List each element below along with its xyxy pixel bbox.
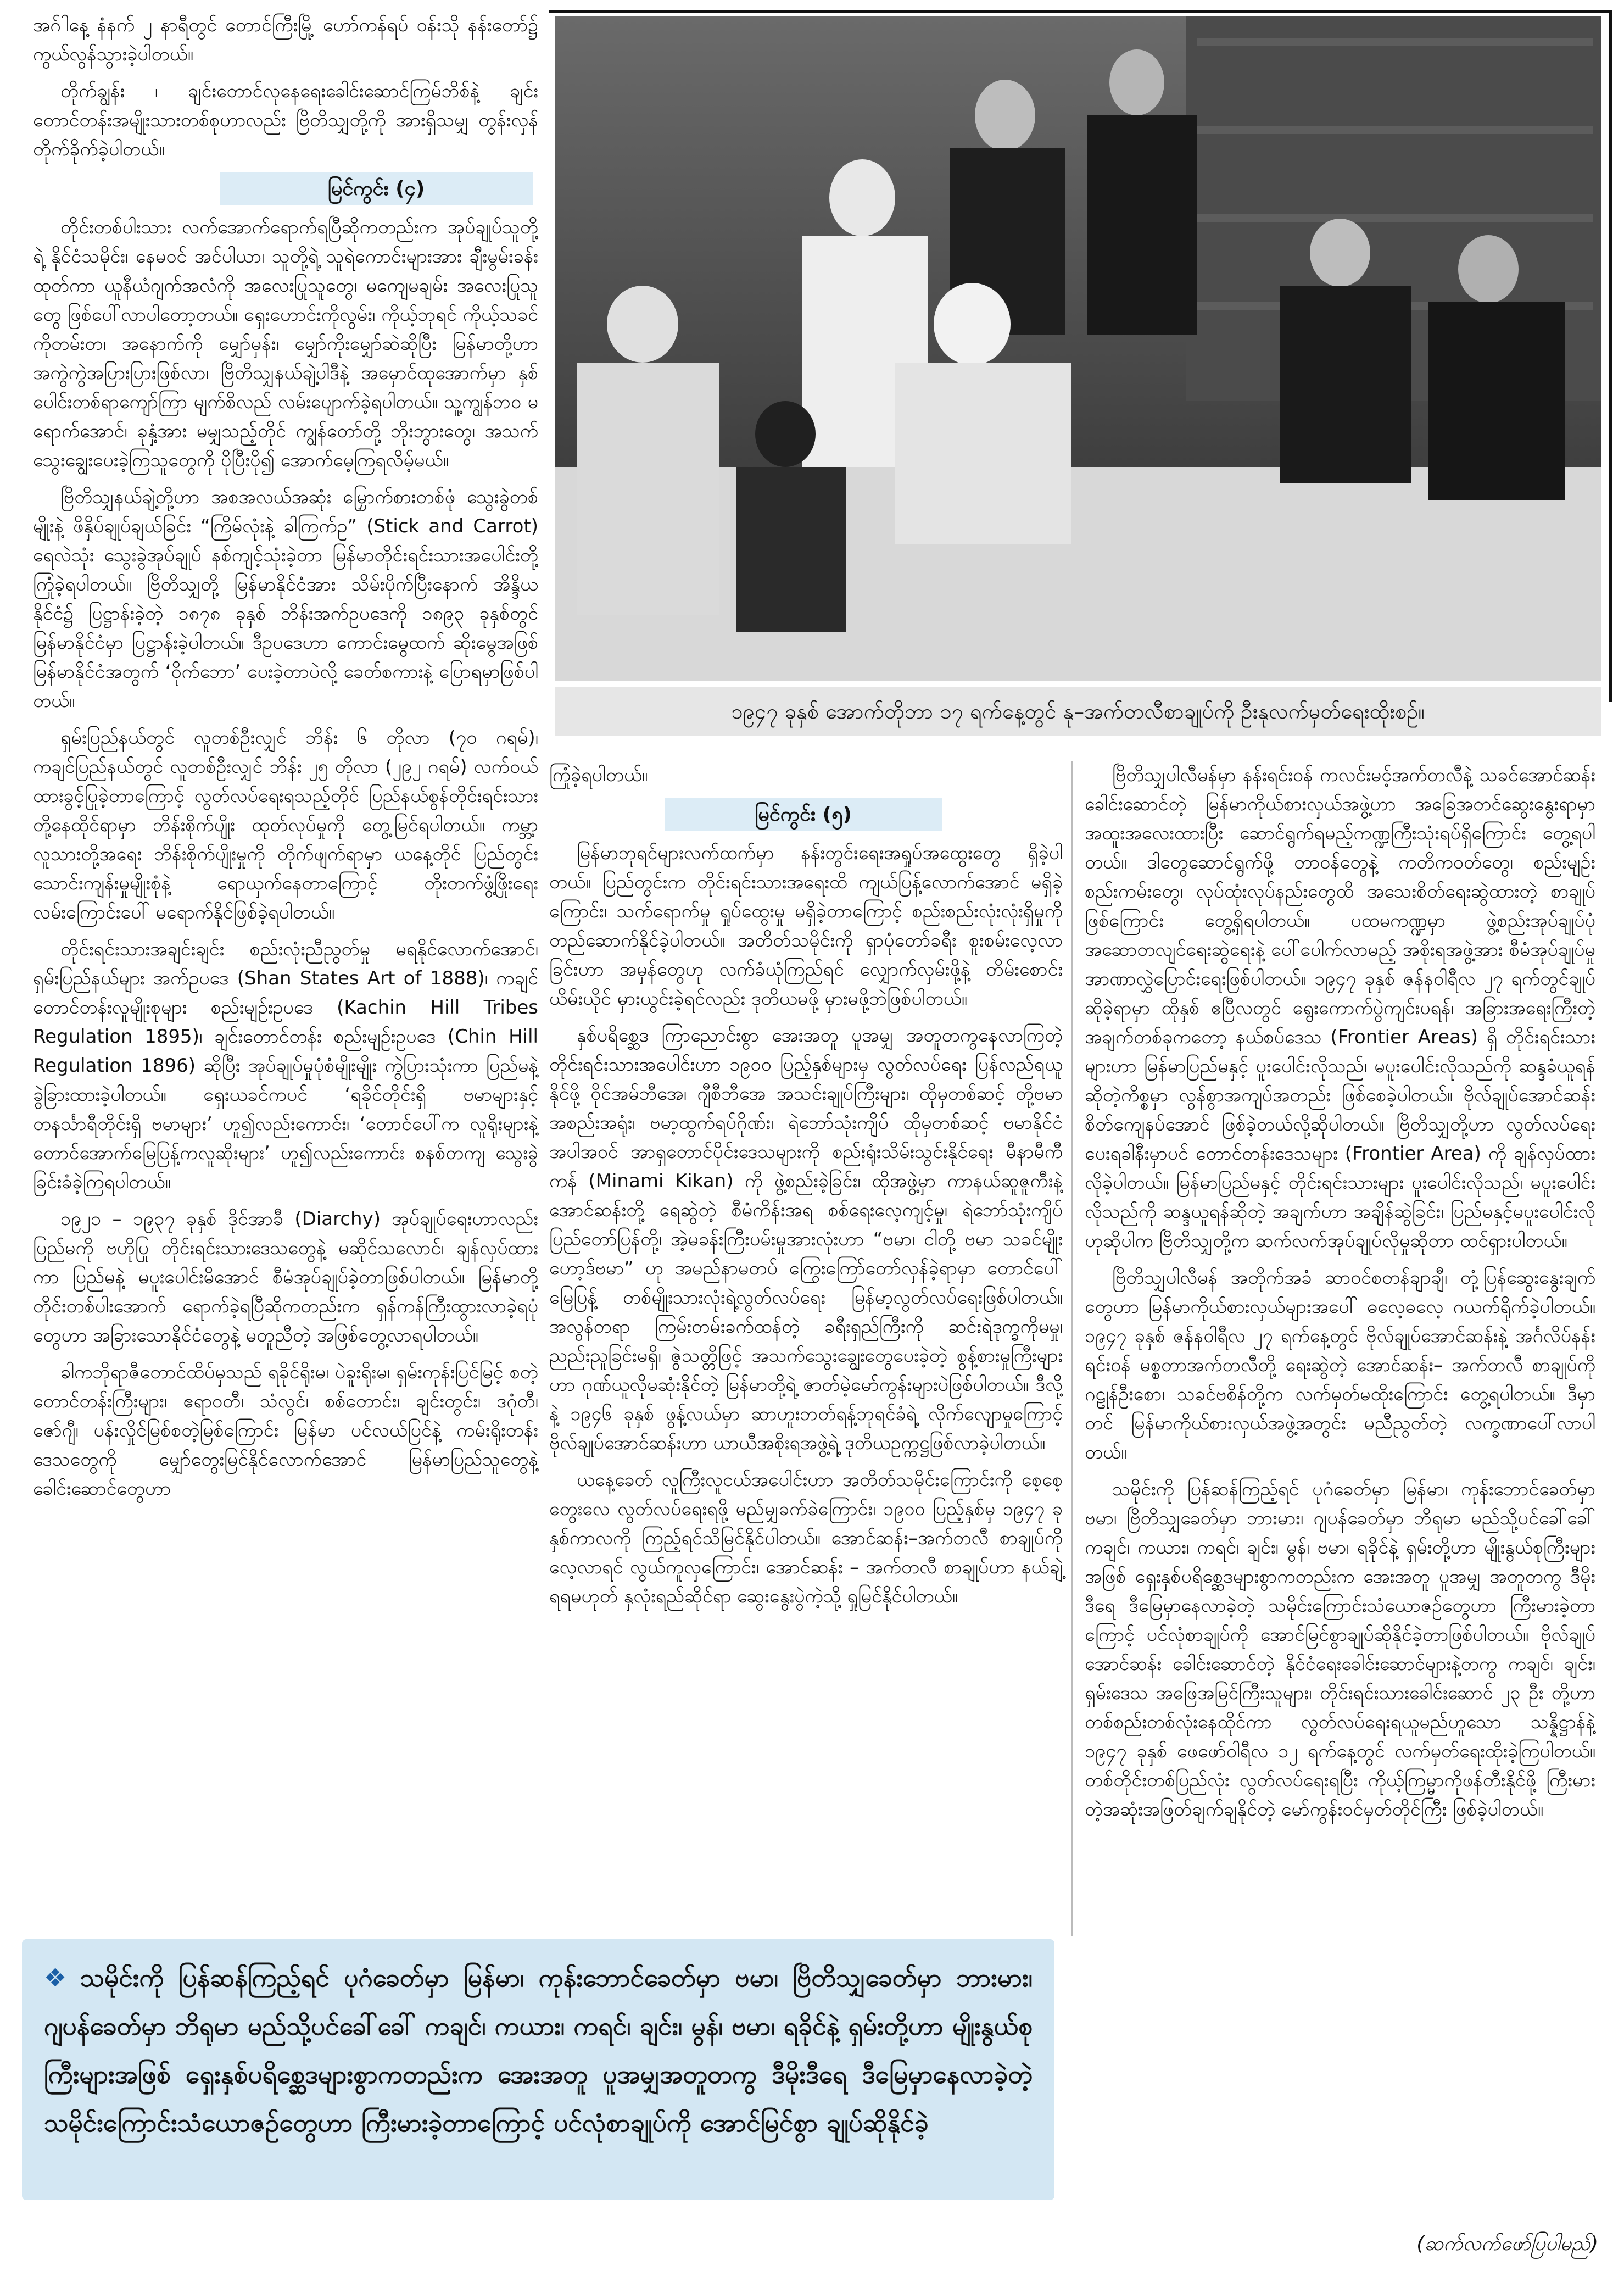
- column-middle: [549, 761, 1063, 1619]
- diamond-bullet-icon: ❖: [44, 1963, 72, 1992]
- paragraph: ရှမ်းပြည်နယ်တွင် လူတစ်ဦးလျှင် ဘိန်း ၆ တိုလာ (၇၀ ဂရမ်)၊ ကချင်ပြည်နယ်တွင် လူတစ်ဦးလျှင် ဘိန်း ၂၅ တိုလာ (၂၉၂ ဂရမ်) လက်ဝယ်ထားခွင့်ပြုခဲ့တာကြောင့် လွတ်လပ်ရေးရသည့်တိုင် ပြည်နယ်စွန်တိုင်းရင်းသားတို့နေထိုင်ရာမှာ ဘိန်းစိုက်ပျိုး ထုတ်လုပ်မှုကို တွေ့မြင်ရပါတယ်။ ကမ္ဘာ့လူသားတို့အရေး ဘိန်းစိုက်ပျိုးမှုကို တိုက်ဖျက်ရာမှာ ယနေ့တိုင် ပြည်တွင်းသောင်းကျန်းမှုမျိုးစုံနဲ့ ရောယှက်နေတာကြောင့် တိုးတက်ဖွံ့ဖြိုးရေး လမ်းကြောင်းပေါ် မရောက်နိုင်ဖြစ်ခဲ့ရပါတယ်။: [33, 727, 538, 923]
- paragraph: ယနေ့ခေတ် လူကြီးလူငယ်အပေါင်းဟာ အတိတ်သမိုင်းကြောင်းကို စေ့စေ့တွေးလေ လွတ်လပ်ရေးရဖို့ မည်မျှခက်ခဲကြောင်း၊ ၁၉၀၀ ပြည့်နှစ်မှ ၁၉၄၇ ခုနှစ်ကာလကို ကြည့်ရင်သိမြင်နိုင်ပါတယ်။ အောင်ဆန်း–အက်တလီ စာချုပ်ကို လေ့လာရင် လွယ်ကူလှကြောင်း၊ အောင်ဆန်း – အက်တလီ စာချုပ်ဟာ နယ်ချဲ့ရရမဟုတ် နှလုံးရည်ဆိုင်ရာ ဆွေးနွေးပွဲကဲ့သို့ ရှုမြင်နိုင်ပါတယ်။: [549, 1469, 1063, 1607]
- column-right: [1085, 761, 1595, 1832]
- column-divider: [1071, 761, 1073, 1936]
- section-heading: မြင်ကွင်း (၄): [220, 172, 533, 205]
- right-border-rule: [1609, 10, 1612, 702]
- column-left: [33, 11, 538, 1511]
- paragraph: နှစ်ပရိစ္ဆေဒ ကြာညောင်းစွာ အေးအတူ ပူအမျှ အတူတကွနေလာကြတဲ့ တိုင်းရင်းသားအပေါင်းဟာ ၁၉၀၀ ပြည့်နှစ်များမှ လွတ်လပ်ရေး ပြန်လည်ရယူနိုင်ဖို့ ဝိုင်အမ်ဘီအေ၊ ဂျီစီဘီအေ အသင်းချုပ်ကြီးများ၊ ထိုမှတစ်ဆင့် တို့ဗမာအစည်းအရုံး၊ ဗမာ့ထွက်ရပ်ဂိုဏ်း၊ ရဲဘော်သုံးကျိပ် ထိုမှတစ်ဆင့် ဗမာနိုင်ငံအပါအဝင် အာရှတောင်ပိုင်းဒေသများကို စည်းရုံးသိမ်းသွင်းနိုင်ရေး မီနာမီကီကန် (Minami Kikan) ကို ဖွဲ့စည်းခဲ့ခြင်း၊ ထိုအဖွဲ့မှာ ကာနယ်ဆူဇူကီးနဲ့ အောင်ဆန်းတို့ ရေဆွဲတဲ့ စီမံကိန်းအရ စစ်ရေးလေ့ကျင့်မှု၊ ရဲဘော်သုံးကျိပ် ပြည်တော်ပြန်တို့၊ အဲ့မခန်းကြီးပမ်းမှုအားလုံးဟာ “ဗမာ၊ ငါတို့ ဗမာ သခင်မျိုး ဟော့ဒ်ဗမာ” ဟု အမည်နာမတပ် ကြွေးကြော်တော်လှန်ခဲ့ရာမှာ တောင်ပေါ်မြေပြန့် တစ်မျိုးသားလုံးရဲ့လွတ်လပ်ရေး မြန်မာ့လွတ်လပ်ရေးဖြစ်ပါတယ်။ အလွန်တရာ ကြမ်းတမ်းခက်ထန်တဲ့ ခရီးရှည်ကြီးကို ဆင်းရဲဒုက္ခကိုမမှု၊ ညည်းညူခြင်းမရှိ၊ ဇွဲသတ္တိဖြင့် အသက်သွေးချွေးတွေပေးခဲ့တဲ့ စွန့်စားမှုကြီးများဟာ ဂုဏ်ယူလိုမဆုံးနိုင်တဲ့ မြန်မာတို့ရဲ့ ဇာတ်မဲ့မော်ကွန်းများပဲဖြစ်ပါတယ်။ ဒီလို့နဲ့ ၁၉၄၆ ခုနှစ် ဖွန့်လယ်မှာ ဆာဟူးဘတ်ရန့်ဘုရင်ခံရဲ့ လိုက်လျောမှုကြောင့် ဗိုလ်ချုပ်အောင်ဆန်းဟာ ယာယီအစိုးရအဖွဲ့ရဲ့ ဒုတိယဥက္ကဋ္ဌဖြစ်လာခဲ့ပါတယ်။: [549, 1025, 1063, 1454]
- paragraph: သမိုင်းကို ပြန်ဆန်ကြည့်ရင် ပုဂံခေတ်မှာ မြန်မာ၊ ကုန်းဘောင်ခေတ်မှာ ဗမာ၊ ဗြိတိသျှခေတ်မှာ ဘားမား၊ ဂျပန်ခေတ်မှာ ဘိရုမာ မည်သို့ပင်ခေါ်ခေါ် ကချင်၊ ကယား၊ ကရင်၊ ချင်း၊ မွန်၊ ဗမာ၊ ရခိုင်နဲ့ ရှမ်းတို့ဟာ မျိုးနွယ်စုကြီးများအဖြစ် ရှေးနှစ်ပရိစ္ဆေဒများစွာကတည်းက အေးအတူ ပူအမျှ အတူတကွ ဒီမိုးဒီရေ ဒီမြေမှာနေလာခဲ့တဲ့ သမိုင်းကြောင်းသံယောဇဉ်တွေဟာ ကြီးမားခဲ့တာကြောင့် ပင်လုံစာချုပ်ကို အောင်မြင်စွာချုပ်ဆိုနိုင်ခဲ့တာဖြစ်ပါတယ်။ ဗိုလ်ချုပ်အောင်ဆန်း ခေါင်းဆောင်တဲ့ နိုင်ငံရေးခေါင်းဆောင်များနဲ့တကွ ကချင်၊ ချင်း၊ ရှမ်းဒေသ အဖြေအမြင်ကြီးသူများ၊ တိုင်းရင်းသားခေါင်းဆောင် ၂၃ ဦး တို့ဟာ တစ်စည်းတစ်လုံးနေထိုင်ကာ လွတ်လပ်ရေးရယူမည်ဟူသော သန္နိဋ္ဌာန်နဲ့ ၁၉၄၇ ခုနှစ် ဖေဖော်ဝါရီလ ၁၂ ရက်နေ့တွင် လက်မှတ်ရေးထိုးခဲ့ကြပါတယ်။ တစ်တိုင်းတစ်ပြည်လုံး လွတ်လပ်ရေးရပြီး ကိုယ့်ကြမ္မာကိုဖန်တီးနိုင်ဖို့ ကြီးမားတဲ့အဆုံးအဖြတ်ချက်ချနိုင်တဲ့ မော်ကွန်းဝင်မှတ်တိုင်ကြီး ဖြစ်ခဲ့ပါတယ်။: [1085, 1478, 1595, 1821]
- paragraph: အဂ်ါနေ့ နံနက် ၂ နာရီတွင် တောင်ကြီးမြို့ ဟော်ကန်ရပ် ဝန်းသို နန်းတော်၌ ကွယ်လွန်သွားခဲ့ပါတယ်။: [33, 14, 538, 65]
- paragraph: ခါကဘိုရာဇီတောင်ထိပ်မှသည် ရခိုင်ရိုးမ၊ ပဲခူးရိုးမ၊ ရှမ်းကုန်းပြင်မြင့် စတဲ့ တောင်တန်းကြီးများ၊ ဧရာဝတီ၊ သံလွင်၊ စစ်တောင်း၊ ချင်းတွင်း၊ ဒဂုံတီ၊ ဇော်ဂျီ၊ ပန်းလှိုင်မြစ်စတဲ့မြစ်ကြောင်း မြန်မာ ပင်လယ်ပြင်နဲ့ ကမ်းရိုးတန်းဒေသတွေကို မျှော်တွေးမြင်နိုင်လောက်အောင် မြန်မာပြည်သူတွေနဲ့ ခေါင်းဆောင်တွေဟာ: [33, 1361, 538, 1500]
- paragraph: တိုင်းရင်းသားအချင်းချင်း စည်းလုံးညီညွတ်မှု မရနိုင်လောက်အောင်၊ ရှမ်းပြည်နယ်များ အက်ဥပဒေ (Shan States Art of 1888)၊ ကချင်တောင်တန်းလူမျိုးစုများ စည်းမျဉ်းဥပဒေ (Kachin Hill Tribes Regulation 1895)၊ ချင်းတောင်တန်း စည်းမျဉ်းဥပဒေ (Chin Hill Regulation 1896) ဆိုပြီး အုပ်ချုပ်မှုပုံစံမျိုးမျိုး ကွဲပြားသုံးကာ ပြည်မနဲ့ ခွဲခြားထားခဲ့ပါတယ်။ ရှေးယခင်ကပင် ‘ရခိုင်တိုင်းရှိ ဗမာများနှင့် တနင်္သာရီတိုင်းရှိ ဗမာများ’ ဟူ၍လည်းကောင်း၊ ‘တောင်ပေါ်က လူရိုးများနဲ့ တောင်အောက်မြေပြန့်ကလူဆိုးများ’ ဟူ၍လည်းကောင်း စနစ်တကျ သွေးခွဲခြင်းခံခဲ့ကြရပါတယ်။: [33, 938, 538, 1193]
- paragraph: ၁၉၂၁ – ၁၉၃၇ ခုနှစ် ဒိုင်အာခီ (Diarchy) အုပ်ချုပ်ရေးဟာလည်း ပြည်မကို ဗဟိုပြု တိုင်းရင်းသားဒေသတွေနဲ့ မဆိုင်သလောင်၊ ချန်လှပ်ထားကာ ပြည်မနဲ့ မပူးပေါင်းမိအောင် စီမံအုပ်ချုပ်ခဲ့တာဖြစ်ပါတယ်။ မြန်မာတို့ တိုင်းတစ်ပါးအောက် ရောက်ခဲ့ရပြီဆိုကတည်းက ရှန်ကန်ကြီးထွားလာခဲ့ရပုံတွေဟာ အခြားသောနိုင်ငံတွေနဲ့ မတူညီတဲ့ အဖြစ်တွေ့လာရပါတယ်။: [33, 1208, 538, 1346]
- paragraph: ကြုံခဲ့ရပါတယ်။: [549, 764, 648, 786]
- paragraph: တိုက်ချွန်း ၊ ချင်းတောင်လုနေရေးခေါင်းဆောင်ကြမ်ဘိစ်နဲ့ ချင်းတောင်တန်းအမျိုးသားတစ်စုဟာလည်း ဗြိတိသျှတို့ကို အားရှိသမျှ တွန်းလှန်တိုက်ခိုက်ခဲ့ပါတယ်။: [33, 80, 538, 160]
- top-border-rule: [549, 10, 1612, 13]
- continued-note: (ဆက်လက်ဖော်ပြပါမည်): [1416, 2233, 1598, 2255]
- section-heading: မြင်ကွင်း (၅): [665, 798, 942, 831]
- paragraph: ဗြိတိသျှနယ်ချဲ့တို့ဟာ အစအလယ်အဆုံး မြှောက်စားတစ်ဖုံ သွေးခွဲတစ်မျိုးနဲ့ ဖိနှိပ်ချုပ်ချယ်ခြင်း “ကြိမ်လုံးနဲ့ ခါကြက်ဥ” (Stick and Carrot) ရေလဲသုံး သွေးခွဲအုပ်ချုပ် နစ်ကျင့်သုံးခဲ့တာ မြန်မာတိုင်းရင်းသားအပေါင်းတို့ ကြုံခဲ့ရပါတယ်။ ဗြိတိသျှတို့ မြန်မာနိုင်ငံအား သိမ်းပိုက်ပြီးနောက် အိန္ဒိယနိုင်ငံ၌ ပြဋ္ဌာန်းခဲ့တဲ့ ၁၈၇၈ ခုနှစ် ဘိန်းအက်ဥပဒေကို ၁၈၉၃ ခုနှစ်တွင် မြန်မာနိုင်ငံမှာ ပြဋ္ဌာန်းခဲ့ပါတယ်။ ဒီဥပဒေဟာ ကောင်းမွေထက် ဆိုးမွေအဖြစ် မြန်မာနိုင်ငံအတွက် ‘ဝိုက်ဘော’ ပေးခဲ့တာပဲလို့ ခေတ်စကားနဲ့ ပြောရမှာဖြစ်ပါတယ်။: [33, 486, 538, 712]
- photo-illustration: [555, 16, 1601, 681]
- paragraph: ဗြိတိသျှပါလီမန်မှာ နန်းရင်းဝန် ကလင်းမင့်အက်တလီနဲ့ သခင်အောင်ဆန်းခေါင်းဆောင်တဲ့ မြန်မာကိုယ်စားလှယ်အဖွဲ့ဟာ အခြေအတင်ဆွေးနွေးရာမှာ အထူးအလေးထားပြီး ဆောင်ရွက်ရမည့်ကဏ္ဍကြီးသုံးရပ်ရှိကြောင်း တွေ့ရပါတယ်။ ဒါတွေဆောင်ရွက်ဖို့ တာဝန်တွေနဲ့ ကတိကဝတ်တွေ၊ စည်းမျဉ်းစည်းကမ်းတွေ၊ လုပ်ထုံးလုပ်နည်းတွေထိ အသေးစိတ်ရေးဆွဲထားတဲ့ စာချုပ်ဖြစ်ကြောင်း တွေ့ရှိရပါတယ်။ ပထမကဏ္ဍမှာ ဖွဲ့စည်းအုပ်ချုပ်ပုံ အဆောတလျင်ရေးဆွဲရေးနဲ့ ပေါ်ပေါက်လာမည့် အစိုးရအဖွဲ့အား စီမံအုပ်ချုပ်မှု အာဏာလွှဲပြောင်းရေးဖြစ်ပါတယ်။ ၁၉၄၇ ခုနှစ် ဇန်နဝါရီလ ၂၇ ရက်တွင်ချုပ်ဆိုခဲ့ရာမှာ ထိုနှစ် ဧပြီလတွင် ရွေးကောက်ပွဲကျင်းပရန်၊ အခြားအရေးကြီးတဲ့ အချက်တစ်ခုကတော့ နယ်စပ်ဒေသ (Frontier Areas) ရှိ တိုင်းရင်းသားများဟာ မြန်မာပြည်မနှင့် ပူးပေါင်းလိုသည်၊ မပူးပေါင်းလိုသည်ကို ဆန္ဒခံယူရန်ဆိုတဲ့ကိစ္စမှာ လွန်စွာအကျပ်အတည်း ဖြစ်စေခဲ့ပါတယ်။ ဗိုလ်ချုပ်အောင်ဆန်း စိတ်ကျေနပ်အောင် ဖြစ်ခဲ့တယ်လို့ဆိုပါတယ်။ ဗြိတိသျှတို့ဟာ လွတ်လပ်ရေးပေးရခါနီးမှာပင် တောင်တန်းဒေသများ (Frontier Area) ကို ချန်လှပ်ထားလိုခဲ့ပါတယ်။ မြန်မာပြည်မနှင့် တိုင်းရင်းသားများ ပူးပေါင်းလိုသည်၊ မပူးပေါင်းလိုသည်ကို ဆန္ဒယူရန်ဆိုတဲ့ အချက်ဟာ အချိန်ဆွဲခြင်း၊ ပြည်မနှင့်မပူးပေါင်းလိုဟုဆိုပါက ဗြိတိသျှတို့က ဆက်လက်အုပ်ချုပ်လိုမှုဆိုတာ ထင်ရှားပါတယ်။: [1085, 764, 1595, 1252]
- photo-caption: ၁၉၄၇ ခုနှစ် အောက်တိုဘာ ၁၇ ရက်နေ့တွင် နု–အက်တလီစာချုပ်ကို ဦးနုလက်မှတ်ရေးထိုးစဉ်။: [555, 687, 1601, 736]
- paragraph: ဗြိတိသျှပါလီမန် အတိုက်အခံ ဆာဝင်စတန်ချာချီ၊ တုံ့ပြန်ဆွေးနွေးချက်တွေဟာ မြန်မာကိုယ်စားလှယ်များအပေါ် ဓလေ့ဓလေ့ ဂယက်ရိုက်ခဲ့ပါတယ်။ ၁၉၄၇ ခုနှစ် ဇန်နဝါရီလ ၂၇ ရက်နေ့တွင် ဗိုလ်ချုပ်အောင်ဆန်းနဲ့ အင်္ဂလိပ်နန်းရင်းဝန် မစ္စတာအက်တလီတို့ ရေးဆွဲတဲ့ အောင်ဆန်း– အက်တလီ စာချုပ်ကို ဂဠုန်ဦးစော၊ သခင်ဗစိန်တို့က လက်မှတ်မထိုးကြောင်း တွေ့ရပါတယ်။ ဒီမှာတင် မြန်မာကိုယ်စားလှယ်အဖွဲ့အတွင်း မညီညွတ်တဲ့ လက္ခဏာပေါ်လာပါတယ်။: [1085, 1267, 1595, 1463]
- pull-quote: [22, 1939, 1054, 2200]
- paragraph: မြန်မာဘုရင်များလက်ထက်မှာ နန်းတွင်းရေးအရှုပ်အထွေးတွေ ရှိခဲ့ပါတယ်။ ပြည်တွင်းက တိုင်းရင်းသားအရေးထိ ကျယ်ပြန့်လောက်အောင် မရှိခဲ့ကြောင်း၊ သက်ရောက်မှု ရှုပ်ထွေးမှု မရှိခဲ့တာကြောင့် စည်းစည်းလုံးလုံးရှိမှုကို တည်ဆောက်နိုင်ခဲ့ပါတယ်။ အတိတ်သမိုင်းကို ရှာပုံတော်ခရီး စူးစမ်းလေ့လာခြင်းဟာ အမှန်တွေဟု လက်ခံယုံကြည်ရင် လျှောက်လှမ်းဖို့နဲ့ တိမ်းစောင်းယိမ်းယိုင် မှားယွင်းခဲ့ရင်လည်း ဒုတိယမဖို့ မှားမဖို့ဘဲဖြစ်ပါတယ်။: [549, 842, 1063, 1010]
- historical-photo: [555, 16, 1601, 681]
- paragraph: တိုင်းတစ်ပါးသား လက်အောက်ရောက်ရပြီဆိုကတည်းက အုပ်ချုပ်သူတို့ရဲ့ နိုင်ငံသမိုင်း၊ နေမဝင် အင်ပါယာ၊ သူတို့ရဲ့ သူရဲကောင်းများအား ချီးမွမ်းခန်းထုတ်ကာ ယူနီယံဂျက်အလံကို အလေးပြုသူတွေ၊ မကျေမချမ်း အလေးပြုသူတွေ ဖြစ်ပေါ်လာပါတော့တယ်။ ရှေးဟောင်းကိုလွမ်း၊ ကိုယ့်ဘုရင် ကိုယ့်သခင်ကိုတမ်းတ၊ အနောက်ကို မျှော်မှန်း၊ မျှော်ကိုးမျှော်ဆဲဆိုပြီး မြန်မာတို့ဟာ အကွဲကွဲအပြားပြားဖြစ်လာ၊ ဗြိတိသျှနယ်ချဲ့ပါဒီနဲ့ အမှောင်ထုအောက်မှာ နှစ်ပေါင်းတစ်ရာကျော်ကြာ မျက်စိလည် လမ်းပျောက်ခဲ့ရပါတယ်။ သူ့ကျွန်ဘဝ မရောက်အောင်၊ ခုနှံ့အား မမျှသည့်တိုင် ကျွန်တော်တို့ ဘိုးဘွားတွေ၊ အသက်သွေးချွေးပေးခဲ့ကြသူတွေကို ပိုပြီးပို၍ အောက်မေ့ကြရလိမ့်မယ်။: [33, 216, 538, 471]
- pull-quote-text: သမိုင်းကို ပြန်ဆန်ကြည့်ရင် ပုဂံခေတ်မှာ မြန်မာ၊ ကုန်းဘောင်ခေတ်မှာ ဗမာ၊ ဗြိတိသျှခေတ်မှာ ဘားမား၊ ဂျပန်ခေတ်မှာ ဘိရုမာ မည်သို့ပင်ခေါ်ခေါ် ကချင်၊ ကယား၊ ကရင်၊ ချင်း၊ မွန်၊ ဗမာ၊ ရခိုင်နဲ့ ရှမ်းတို့ဟာ မျိုးနွယ်စုကြီးများအဖြစ် ရှေးနှစ်ပရိစ္ဆေဒများစွာကတည်းက အေးအတူ ပူအမျှအတူတကွ ဒီမိုးဒီရေ ဒီမြေမှာနေလာခဲ့တဲ့ သမိုင်းကြောင်းသံယောဇဉ်တွေဟာ ကြီးမားခဲ့တာကြောင့် ပင်လုံစာချုပ်ကို အောင်မြင်စွာ ချုပ်ဆိုနိုင်ခဲ့: [44, 1963, 1033, 2138]
